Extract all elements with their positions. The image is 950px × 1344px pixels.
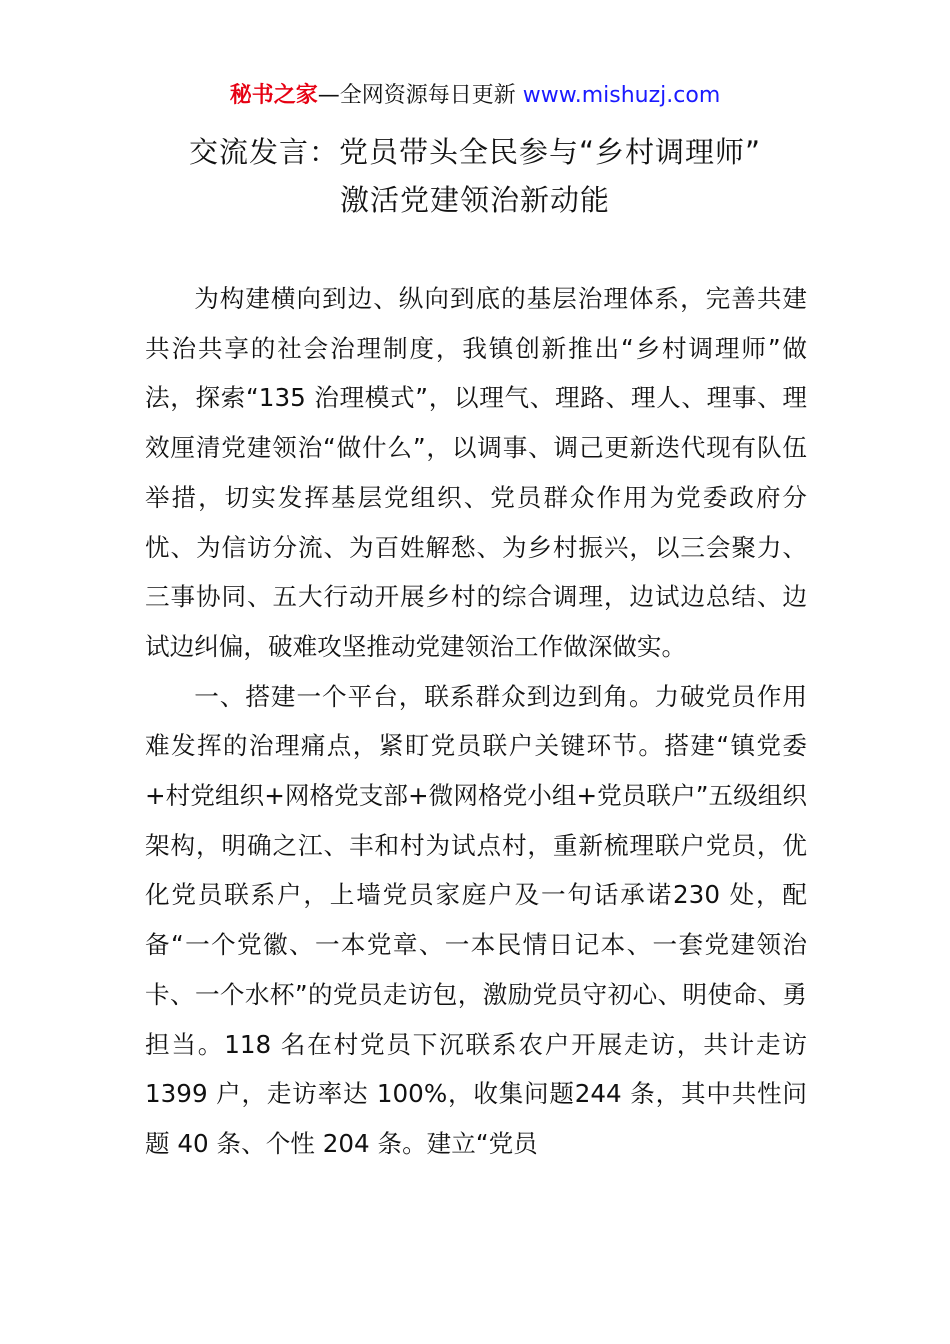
site-tagline: —全网资源每日更新 (317, 83, 523, 108)
title-line-1: 交流发言：党员带头全民参与“乡村调理师” (188, 135, 762, 169)
paragraph-intro: 为构建横向到边、纵向到底的基层治理体系，完善共建共治共享的社会治理制度，我镇创新推出“乡村调理师”做法，探索“135 治理模式”，以理气、理路、理人、理事、理效厘清党建领治“做什么”，以调事、调己更新迭代现有队伍举措，切实发挥基层党组织、党员群众作用为党委政府分忧、为信访分流、为百姓解愁、为乡村振兴，以三会聚力、三事协同、五大行动开展乡村的综合调理，边试边总结、边试边纠偏，破难攻坚推动党建领治工作做深做实。 (145, 284, 807, 661)
document-body (145, 274, 807, 1169)
site-url-link[interactable]: www.mishuzj.com (522, 83, 721, 108)
title-line-2: 激活党建领治新动能 (339, 183, 610, 217)
document-title (0, 128, 950, 224)
site-brand: 秘书之家 (229, 83, 318, 108)
site-banner (0, 80, 950, 112)
paragraph-section-one: 一、搭建一个平台，联系群众到边到角。力破党员作用难发挥的治理痛点，紧盯党员联户关键环节。搭建“镇党委+村党组织+网格党支部+微网格党小组+党员联户”五级组织架构，明确之江、丰和村为试点村，重新梳理联户党员，优化党员联系户，上墙党员家庭户及一句话承诺230 处，配备“一个党徽、一本党章、一本民情日记本、一套党建领治卡、一个水杯”的党员走访包，激励党员守初心、明使命、勇担当。118 名在村党员下沉联系农户开展走访，共计走访 1399 户，走访率达 100%，收集问题244 条，其中共性问题 40 条、个性 204 条。建立“党员 (145, 681, 807, 1158)
